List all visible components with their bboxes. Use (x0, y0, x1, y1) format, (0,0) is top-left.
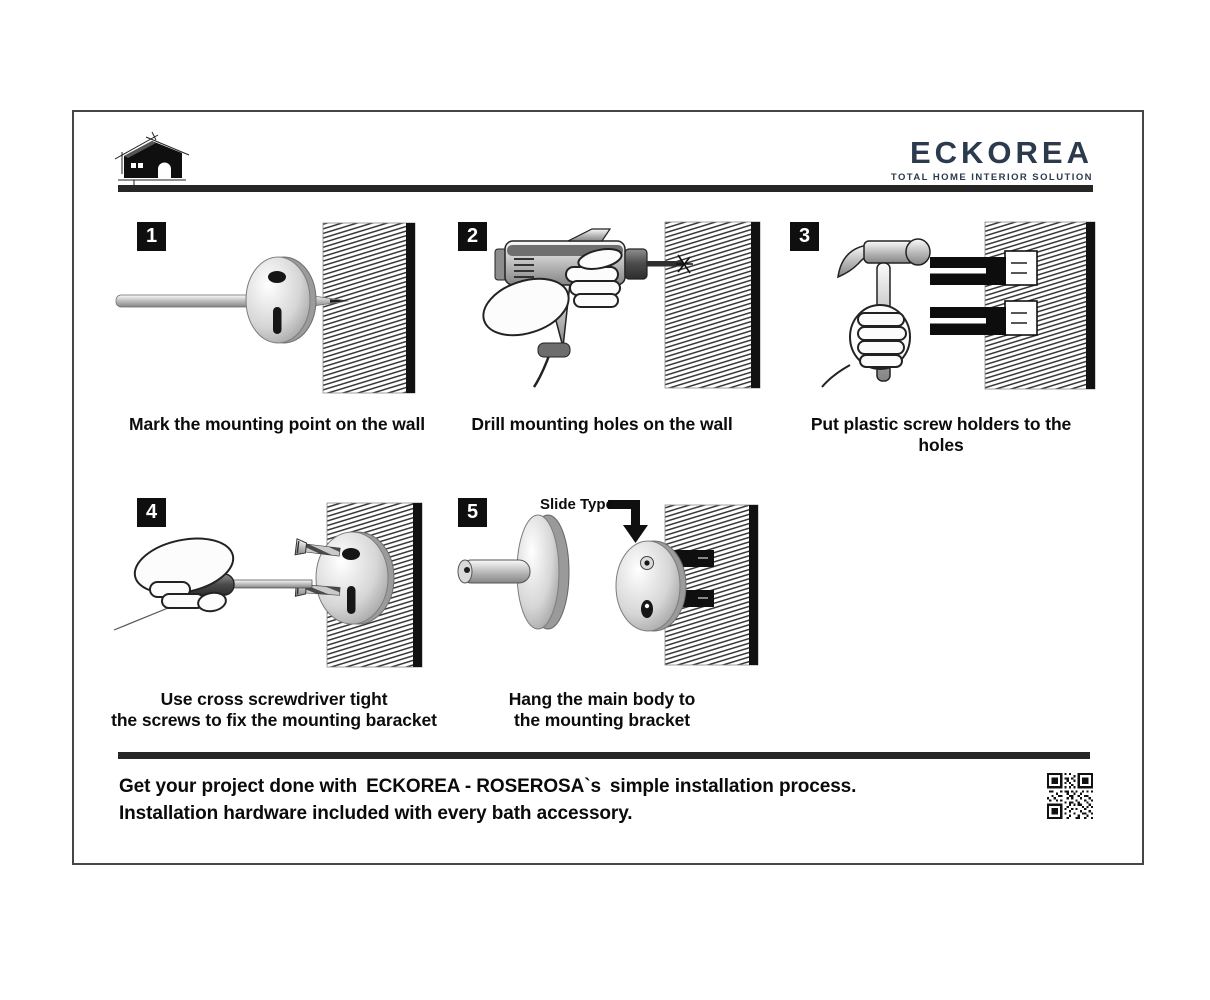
step-5-caption: Hang the main body to the mounting bracket (508, 689, 696, 730)
step-4-caption: Use cross screwdriver tight the screws to fix the mounting baracket (111, 689, 437, 730)
step-1-caption: Mark the mounting point on the wall (129, 414, 425, 434)
step-2-caption: Drill mounting holes on the wall (471, 414, 733, 434)
screwdriver-fixing-mounting-bracket (110, 490, 440, 680)
step-5-number: 5 (458, 498, 487, 527)
header-rule (118, 185, 1093, 192)
house-construction-icon (112, 128, 192, 188)
step-3-caption: Put plastic screw holders to the holes (810, 414, 1072, 455)
brand-tagline: TOTAL HOME INTERIOR SOLUTION (890, 172, 1093, 183)
hammer-plastic-anchors-in-wall (780, 215, 1110, 400)
qr-code (1047, 773, 1093, 819)
footer-rule (118, 752, 1090, 759)
footer-brand: ECKOREA - ROSEROSA`s (366, 776, 601, 797)
step-3-number: 3 (790, 222, 819, 251)
step-4-number: 4 (137, 498, 166, 527)
pencil-marking-bracket-on-wall (110, 215, 440, 400)
hand-drilling-wall (450, 215, 770, 400)
step-1-number: 1 (137, 222, 166, 251)
footer-line-2: Installation hardware included with every bath accessory. (119, 803, 633, 824)
step-2-number: 2 (458, 222, 487, 251)
hang-main-body-on-bracket (450, 490, 770, 680)
brand-name: ECKOREA (909, 135, 1093, 170)
footer-line-1: Get your project done with ECKOREA - ROSEROSA`s simple installation process. (119, 776, 857, 797)
brand-block (850, 137, 1093, 183)
slide-type-label: Slide Type (540, 496, 614, 513)
